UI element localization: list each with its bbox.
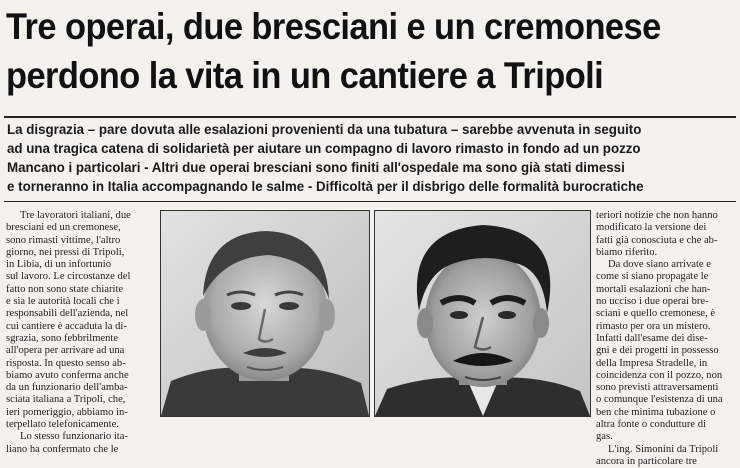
article-line: gni e dei progetti in possesso [596, 345, 719, 357]
article-line: coincidenza con il pozzo, non [596, 369, 723, 381]
article-line: biamo riferito. [596, 246, 658, 258]
portrait-image-1 [161, 211, 369, 416]
article-line: sgrazia, sono febbrilmente [6, 332, 119, 344]
article-line: mortali esalazioni che han- [596, 283, 711, 295]
article-line: biamo avuto conferma anche [6, 369, 129, 381]
article-line: della Impresa Stradelle, in [596, 357, 708, 369]
article-line: e sia le autorità locali che i [6, 296, 120, 308]
subhead-line: La disgrazia – pare dovuta alle esalazioni provenienti da una tubatura – sarebbe avvenuta in seguito [7, 122, 642, 138]
article-line: rimasto per ora un mistero. [596, 320, 711, 332]
headline [6, 2, 685, 100]
article-line: bresciani ed un cremonese, [6, 222, 121, 234]
portrait-image-2 [375, 211, 590, 416]
headline-divider [4, 116, 736, 118]
article-line: sono previsti attraversamenti [596, 382, 719, 394]
portrait-photo-1 [160, 210, 370, 417]
article-line: Da dove siano arrivate e [608, 259, 711, 271]
article-line: risposta. In questo senso ab- [6, 357, 126, 369]
article-line: ancora in particolare tre [596, 455, 697, 467]
subhead-line: Mancano i particolari - Altri due operai bresciani sono finiti all'ospedale ma sono già stati dimessi [7, 160, 625, 176]
headline-line-2: perdono la vita in un cantiere a Tripoli [6, 55, 604, 96]
article-line: da un funzionario dell'amba- [6, 382, 128, 394]
article-line: fatto non sono state chiarite [6, 283, 124, 295]
article-line: teriori notizie che non hanno [596, 210, 718, 221]
subheadline [7, 121, 691, 197]
article-line: sciani e quello cremonese, è [596, 308, 716, 320]
article-line: in Libia, di un infortunio [6, 259, 112, 271]
subhead-line: ad una tragica catena di solidarietà per aiutare un compagno di lavoro rimasto in fondo ad un pozzo [7, 141, 641, 157]
article-line: sul lavoro. Le circostanze del [6, 271, 131, 283]
subhead-line: e torneranno in Italia accompagnando le salme - Difficoltà per il disbrigo delle formalità burocratiche [7, 179, 644, 195]
article-line: all'opera per arrivare ad una [6, 345, 125, 357]
article-line: sciata italiana a Tripoli, che, [6, 394, 126, 406]
article-line: liano ha confermato che le [6, 443, 119, 455]
article-column-right [596, 210, 738, 468]
article-line: giorno, nei pressi di Tripoli, [6, 246, 125, 258]
article-line: sono rimasti vittime, l'altro [6, 234, 121, 246]
article-line: terpellato telefonicamente. [6, 419, 119, 431]
article-line: modificato la versione dei [596, 222, 707, 234]
article-line: Tre lavoratori italiani, due [20, 210, 131, 221]
headline-line-1: Tre operai, due bresciani e un cremonese [6, 6, 661, 47]
article-line: fatti già conosciuta e che ab- [596, 234, 718, 246]
article-line: L'ing. Simonini da Tripoli [608, 443, 719, 455]
article-line: ben che minima tubazione o [596, 406, 716, 418]
article-line: Lo stesso funzionario ita- [20, 431, 128, 443]
article-line: cui cantiere è accaduta la di- [6, 320, 127, 332]
article-line: o comunque l'esistenza di una [596, 394, 723, 406]
article-line: gas. [596, 431, 613, 443]
article-line: no ucciso i due operai bre- [596, 296, 709, 308]
article-line: responsabili dell'azienda, nel [6, 308, 129, 320]
subhead-divider [4, 201, 736, 202]
article-line: come si siano propagate le [596, 271, 709, 283]
article-column-left [6, 210, 156, 456]
article-line: Infatti dall'esame dei dise- [596, 332, 708, 344]
article-line: altra fonte o condutture di [596, 419, 707, 431]
portrait-photo-2 [374, 210, 591, 417]
article-line: ieri pomeriggio, abbiamo in- [6, 406, 128, 418]
